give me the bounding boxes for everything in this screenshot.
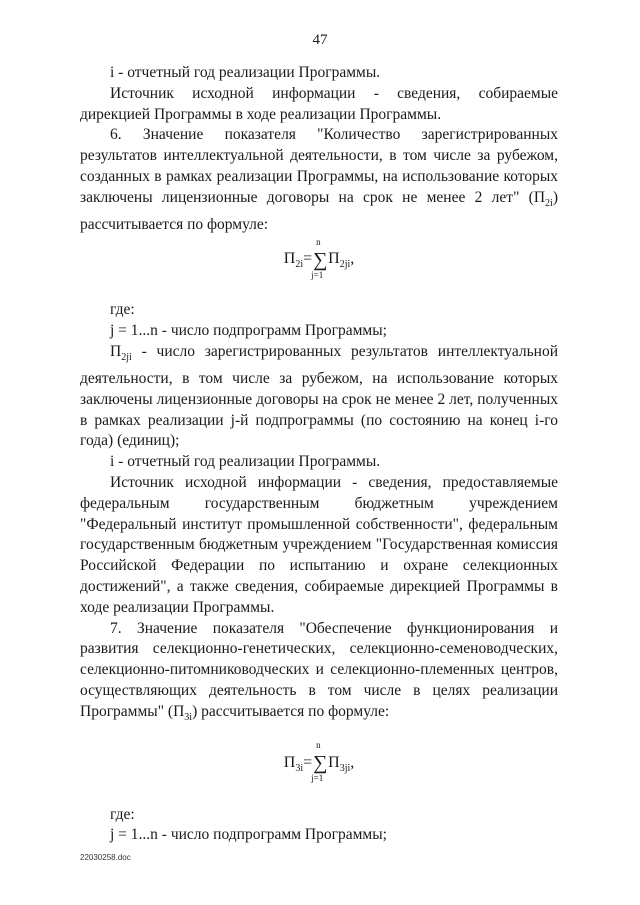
formula2-equals: =	[303, 753, 313, 771]
p2ji-definition	[80, 342, 558, 452]
paragraph-source-2: Источник исходной информации - сведения, предоставляемые федеральным государственным бюджетным учреждением "Федеральный институт промышленной собственности", федеральным государственным бюджетным учреждением "Государственная комиссия Российской Федерации по испытанию и охране селекционных достижений", а также сведения, собираемые дирекцией Программы в ходе реализации Программы.	[80, 473, 558, 616]
formula2-comma: ,	[350, 753, 355, 771]
formula2-sum	[311, 739, 328, 783]
formula1-equals: =	[303, 250, 313, 268]
formula2-upper-limit: n	[316, 739, 321, 750]
indicator-7-text: 7. Значение показателя "Обеспечение функционирования и развития селекционно-генетических, селекционно-семеноводческих, селекционно-питомниководческих и селекционно-племенных центров, осуществляющих деятельность в том числе в целях реализации Программы" (	[80, 619, 558, 720]
page-number: 47	[312, 32, 328, 48]
indicator-7-subscript: 3i	[184, 711, 193, 723]
indicator-7-symbol: П	[173, 702, 185, 720]
where-label-1: где:	[110, 301, 135, 319]
j-definition-1: j = 1...n - число подпрограмм Программы;	[110, 322, 387, 340]
where-label-2: где:	[110, 805, 135, 823]
formula1-lhs: П	[283, 250, 296, 268]
indicator-6-symbol: П	[533, 188, 546, 206]
formula1-sigma: ∑	[313, 248, 328, 271]
formula2-lhs: П	[283, 753, 296, 771]
j-definition-2: j = 1...n - число подпрограмм Программы;	[110, 826, 387, 844]
formula1-lhs-subscript: 2i	[295, 259, 304, 271]
paragraph-source-1: Источник исходной информации - сведения, собираемые дирекцией Программы в ходе реализации Программы.	[80, 84, 558, 123]
indicator-6-subscript: 2i	[545, 197, 553, 209]
formula1-upper-limit: n	[316, 236, 321, 247]
formula1-rhs-subscript: 2ji	[339, 259, 351, 271]
formula-p3i	[80, 729, 558, 791]
formula2-rhs-subscript: 3ji	[339, 762, 351, 774]
p2ji-symbol: П	[110, 343, 122, 361]
formula1-sum	[311, 236, 328, 280]
p2ji-subscript: 2ji	[121, 352, 132, 364]
document-filename: 22030258.doc	[80, 853, 131, 862]
paragraph-reporting-year-2: i - отчетный год реализации Программы.	[110, 453, 381, 471]
formula-p2i	[80, 235, 558, 290]
indicator-6-text: 6. Значение показателя "Количество зарегистрированных результатов интеллектуальной деятельности, в том числе за рубежом, созданных в рамках реализации Программы, на использование которых заключены лицензионные договоры на срок не менее 2 лет" (	[80, 126, 558, 206]
indicator-7-tail: ) рассчитывается по формуле:	[192, 702, 390, 720]
formula2-rhs: П	[328, 753, 340, 771]
formula2-lower-limit: j=1	[311, 772, 324, 783]
formula2-lhs-subscript: 3i	[295, 762, 304, 774]
formula1-comma: ,	[350, 250, 355, 268]
formula2-sigma: ∑	[313, 751, 328, 774]
paragraph-reporting-year: i - отчетный год реализации Программы.	[110, 64, 381, 81]
indicator-6-close: )	[552, 188, 558, 206]
paragraph-indicator-7	[80, 619, 558, 729]
indicator-6-tail: рассчитывается по формуле:	[80, 215, 269, 233]
formula1-lower-limit: j=1	[311, 269, 324, 280]
paragraph-indicator-6	[80, 125, 558, 235]
document-body	[80, 63, 558, 846]
p2ji-text: - число зарегистрированных результатов интеллектуальной деятельности, в том числе за рубежом, на использование которых заключены лицензионные договоры на срок не менее 2 лет, полученных в рамках реализации j-й подпрограммы (по состоянию на конец i-го года) (единиц);	[80, 343, 558, 450]
formula1-rhs: П	[328, 250, 340, 268]
